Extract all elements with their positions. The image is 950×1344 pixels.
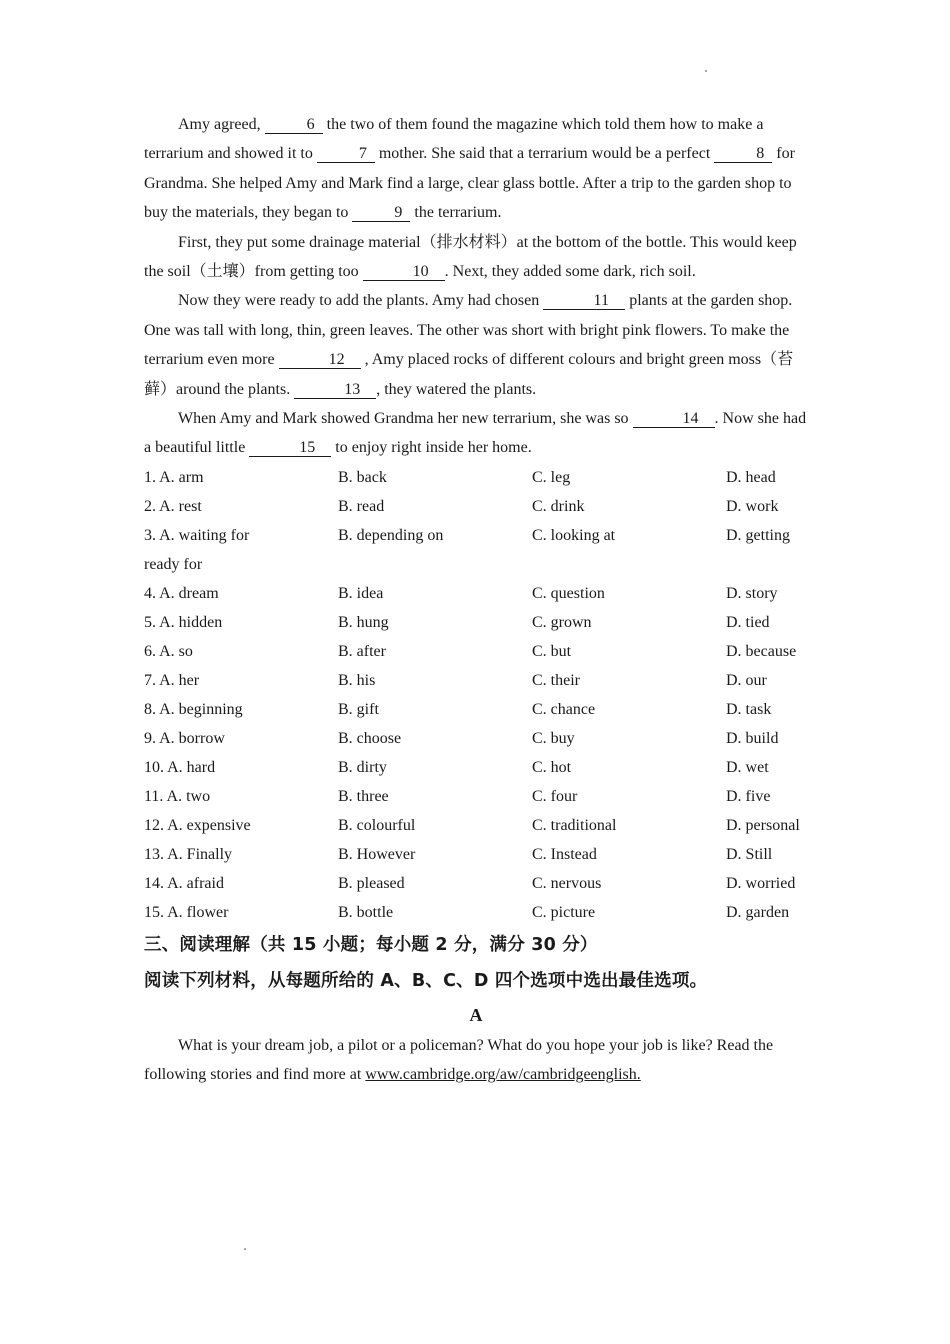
option-a: 1. A. arm: [144, 468, 204, 486]
section-heading: 三、阅读理解（共 15 小题；每小题 2 分，满分 30 分）: [144, 934, 598, 955]
blank-13: 13: [294, 381, 376, 399]
option-d: D. story: [726, 584, 778, 602]
option-a: 6. A. so: [144, 642, 193, 660]
option-a: 12. A. expensive: [144, 816, 251, 834]
passage-paragraph: Amy agreed, 6 the two of them found the magazine which told them how to make a terrarium and showed it to 7 mother. She said that a terrarium would be a perfect 8 for Grandma. She helped Amy and Mark find a large, clear glass bottle. After a trip to the garden shop to buy the materials, they began to 9 the terrarium.: [144, 116, 795, 222]
option-row: [144, 492, 808, 521]
option-c: C. picture: [532, 903, 596, 921]
option-b: B. dirty: [338, 758, 387, 776]
option-b: B. three: [338, 787, 389, 805]
blank-6: 6: [265, 116, 323, 134]
option-row: [144, 666, 808, 695]
option-row: [144, 608, 808, 637]
option-row: [144, 637, 808, 666]
option-d: D. task: [726, 700, 772, 718]
option-d: D. worried: [726, 874, 796, 892]
option-a: 10. A. hard: [144, 758, 216, 776]
option-d: D. build: [726, 729, 779, 747]
option-d: D. because: [726, 642, 797, 660]
option-row: [144, 898, 808, 927]
blank-8: 8: [714, 145, 772, 163]
option-row: [144, 695, 808, 724]
blank-7: 7: [317, 145, 375, 163]
option-b: B. bottle: [338, 903, 394, 921]
blank-10: 10: [363, 263, 445, 281]
option-a: 8. A. beginning: [144, 700, 243, 718]
option-c: C. Instead: [532, 845, 597, 863]
option-d: D. work: [726, 497, 779, 515]
option-b: B. his: [338, 671, 376, 689]
option-row: [144, 724, 808, 753]
option-b: B. depending on: [338, 526, 444, 544]
options-list: [144, 463, 808, 927]
option-d: D. wet: [726, 758, 769, 776]
option-row: [144, 869, 808, 898]
option-d: D. garden: [726, 903, 790, 921]
passage-paragraph: When Amy and Mark showed Grandma her new terrarium, she was so 14 . Now she had a beautiful little 15 to enjoy right inside her home.: [144, 410, 807, 457]
option-row: [144, 811, 808, 840]
option-continuation: ready for: [144, 555, 203, 573]
option-b: B. However: [338, 845, 416, 863]
option-d: D. tied: [726, 613, 770, 631]
passage-letter: A: [469, 1004, 483, 1025]
option-b: B. gift: [338, 700, 379, 718]
option-a: 9. A. borrow: [144, 729, 225, 747]
option-c: C. their: [532, 671, 580, 689]
option-a: 11. A. two: [144, 787, 211, 805]
option-row: [144, 463, 808, 492]
option-c: C. nervous: [532, 874, 602, 892]
option-b: B. hung: [338, 613, 389, 631]
option-a: 2. A. rest: [144, 497, 202, 515]
option-a: 3. A. waiting for: [144, 526, 250, 544]
option-row: [144, 579, 808, 608]
option-c: C. hot: [532, 758, 572, 776]
option-b: B. choose: [338, 729, 402, 747]
page-content: [144, 110, 808, 1090]
option-a: 13. A. Finally: [144, 845, 233, 863]
page-mark: [244, 1248, 246, 1250]
option-b: B. idea: [338, 584, 384, 602]
option-b: B. back: [338, 468, 387, 486]
option-d: D. our: [726, 671, 767, 689]
blank-15: 15: [249, 439, 331, 457]
passage-paragraph: First, they put some drainage material（排水材料）at the bottom of the bottle. This would keep the soil（土壤）from getting too 10 . Next, they added some dark, rich soil.: [144, 233, 797, 281]
option-a: 4. A. dream: [144, 584, 219, 602]
option-c: C. grown: [532, 613, 592, 631]
option-a: 7. A. her: [144, 671, 200, 689]
option-d: D. getting: [726, 526, 790, 544]
option-a: 5. A. hidden: [144, 613, 223, 631]
section-instruction: 阅读下列材料，从每题所给的 A、B、C、D 四个选项中选出最佳选项。: [144, 970, 708, 991]
passage-intro: What is your dream job, a pilot or a policeman? What do you hope your job is like? Read the following stories and find more at www.cambridge.org/aw/cambridgeenglish.: [144, 1036, 774, 1084]
option-c: C. looking at: [532, 526, 616, 544]
option-c: C. leg: [532, 468, 571, 486]
option-c: C. traditional: [532, 816, 617, 834]
blank-9: 9: [352, 204, 410, 222]
option-b: B. colourful: [338, 816, 416, 834]
option-b: B. pleased: [338, 874, 405, 892]
option-b: B. after: [338, 642, 386, 660]
option-c: C. but: [532, 642, 572, 660]
option-d: D. five: [726, 787, 771, 805]
option-c: C. four: [532, 787, 578, 805]
option-row: [144, 782, 808, 811]
option-row: [144, 753, 808, 782]
option-c: C. drink: [532, 497, 585, 515]
blank-12: 12: [279, 351, 361, 369]
option-d: D. head: [726, 468, 776, 486]
option-c: C. question: [532, 584, 605, 602]
option-c: C. buy: [532, 729, 575, 747]
option-c: C. chance: [532, 700, 596, 718]
passage-paragraph: Now they were ready to add the plants. Amy had chosen 11 plants at the garden shop. One was tall with long, thin, green leaves. The other was short with bright pink flowers. To make the terrarium even more 12 , Amy placed rocks of different colours and bright green moss（苔藓）around the plants. 13 , they watered the plants.: [144, 292, 794, 398]
website-link[interactable]: www.cambridge.org/aw/cambridgeenglish.: [365, 1066, 641, 1084]
blank-11: 11: [543, 292, 625, 310]
option-a: 15. A. flower: [144, 903, 229, 921]
blank-14: 14: [633, 410, 715, 428]
option-row: [144, 840, 808, 869]
option-d: D. personal: [726, 816, 800, 834]
option-b: B. read: [338, 497, 385, 515]
option-a: 14. A. afraid: [144, 874, 224, 892]
option-row: [144, 521, 808, 550]
page-mark: [705, 70, 707, 72]
option-d: D. Still: [726, 845, 773, 863]
